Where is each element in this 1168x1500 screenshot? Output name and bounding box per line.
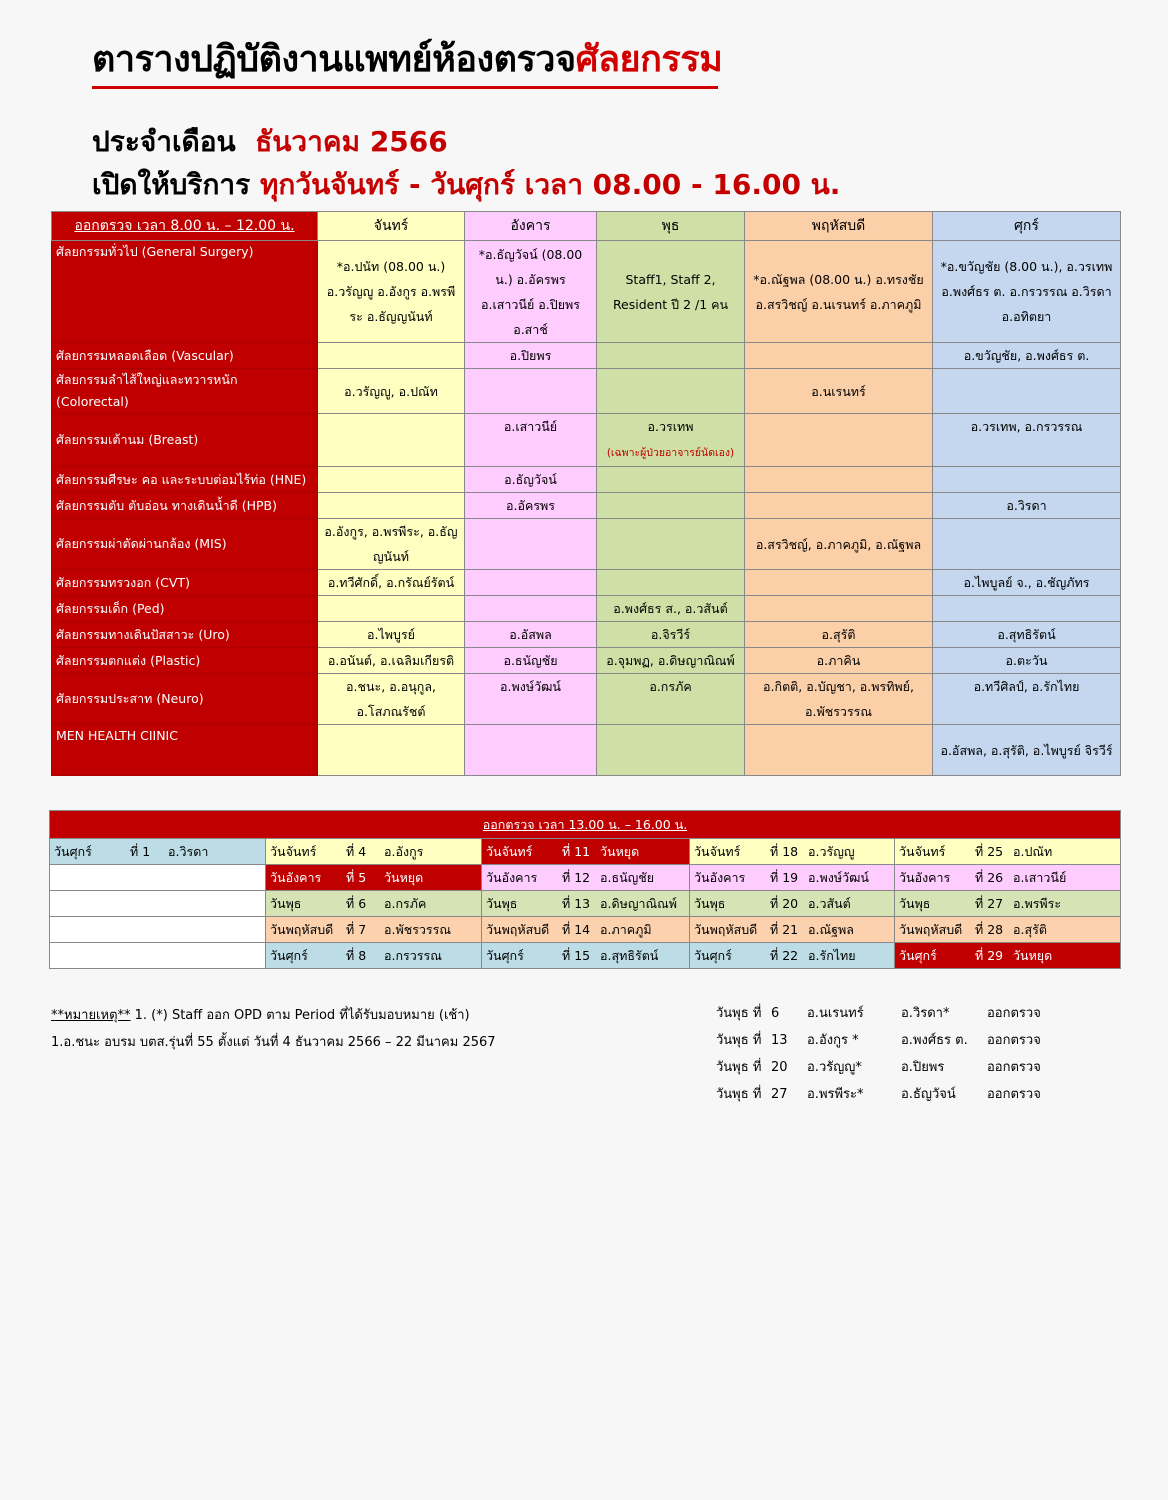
schedule-cell-mon xyxy=(318,467,465,493)
specialty-name: ศัลยกรรมลำไส้ใหญ่และทวารหนัก (Colorectal) xyxy=(52,369,318,414)
schedule-cell-wed: อ.จุมพฏ, อ.ดิษญาณิณพ์ xyxy=(597,648,745,674)
specialty-row xyxy=(52,343,1121,369)
afternoon-cell: วันพฤหัสบดี ที่ 28 อ.สุรัติ xyxy=(895,917,1121,943)
schedule-cell-wed xyxy=(597,570,745,596)
month-line: ประจำเดือน ธันวาคม 2566 xyxy=(92,125,448,158)
specialty-name: ศัลยกรรมผ่าตัดผ่านกล้อง (MIS) xyxy=(52,519,318,570)
schedule-cell-wed xyxy=(597,725,745,776)
schedule-cell-thu: *อ.ณัฐพล (08.00 น.) อ.ทรงชัย อ.สรวิชญ์ อ.นเรนทร์ อ.ภาคภูมิ xyxy=(745,241,933,343)
schedule-cell-wed: อ.กรภัค xyxy=(597,674,745,725)
schedule-cell-tue xyxy=(465,519,597,570)
schedule-cell-wed xyxy=(597,343,745,369)
afternoon-cell: วันศุกร์ ที่ 8 อ.กรวรรณ xyxy=(266,943,482,969)
schedule-cell-thu: อ.สรวิชญ์, อ.ภาคภูมิ, อ.ณัฐพล xyxy=(745,519,933,570)
wednesday-list xyxy=(716,1004,1057,1112)
specialty-row xyxy=(52,596,1121,622)
schedule-cell-tue: อ.อัครพร xyxy=(465,493,597,519)
schedule-cell-thu xyxy=(745,596,933,622)
schedule-cell-tue: อ.ธัญวัจน์ xyxy=(465,467,597,493)
specialty-row xyxy=(52,414,1121,467)
note-line-2: 1.อ.ชนะ อบรม บตส.รุ่นที่ 55 ตั้งแต่ วันที่ 4 ธันวาคม 2566 – 22 มีนาคม 2567 xyxy=(51,1035,496,1050)
afternoon-empty-cell xyxy=(50,865,266,891)
schedule-cell-tue xyxy=(465,369,597,414)
wednesday-row: วันพุธ ที่ 27 อ.พรพีระ* อ.ธัญวัจน์ ออกตรวจ xyxy=(716,1087,1041,1102)
schedule-cell-fri: อ.วิรดา xyxy=(933,493,1121,519)
schedule-cell-mon xyxy=(318,725,465,776)
schedule-cell-fri xyxy=(933,369,1121,414)
afternoon-cell: วันพุธ ที่ 13 อ.ดิษญาณิณพ์ xyxy=(482,891,690,917)
schedule-cell-tue xyxy=(465,596,597,622)
specialty-name: MEN HEALTH CIINIC xyxy=(52,725,318,776)
schedule-cell-thu: อ.นเรนทร์ xyxy=(745,369,933,414)
schedule-cell-mon xyxy=(318,414,465,467)
specialty-row xyxy=(52,467,1121,493)
specialty-name: ศัลยกรรมทรวงอก (CVT) xyxy=(52,570,318,596)
specialty-row xyxy=(52,493,1121,519)
afternoon-cell: วันอังคาร ที่ 26 อ.เสาวนีย์ xyxy=(895,865,1121,891)
note-label: **หมายเหตุ** xyxy=(51,1008,131,1023)
schedule-cell-wed: อ.จิรวีร์ xyxy=(597,622,745,648)
schedule-cell-thu: อ.กิตติ, อ.บัญชา, อ.พรทิพย์, อ.พัชรวรรณ xyxy=(745,674,933,725)
schedule-cell-fri xyxy=(933,596,1121,622)
schedule-cell-mon: อ.ไพบูรย์ xyxy=(318,622,465,648)
schedule-cell-fri: อ.ไพบูลย์ จ., อ.ชัญภัทร xyxy=(933,570,1121,596)
schedule-cell-thu xyxy=(745,570,933,596)
schedule-cell-wed xyxy=(597,467,745,493)
schedule-cell-tue xyxy=(465,725,597,776)
afternoon-empty-cell xyxy=(50,943,266,969)
day-header-mon: จันทร์ xyxy=(318,212,465,241)
wednesday-row: วันพุธ ที่ 13 อ.อังกูร * อ.พงศ์ธร ต. ออกตรวจ xyxy=(716,1033,1041,1048)
morning-header-row xyxy=(52,212,1121,241)
morning-schedule-table xyxy=(51,211,1121,776)
schedule-note: (เฉพาะผู้ป่วยอาจารย์นัดเอง) xyxy=(606,447,735,459)
schedule-cell-thu: อ.ภาคิน xyxy=(745,648,933,674)
afternoon-cell: วันศุกร์ ที่ 22 อ.รักไทย xyxy=(690,943,895,969)
afternoon-cell: วันจันทร์ ที่ 18 อ.วรัญญู xyxy=(690,839,895,865)
schedule-cell-tue: อ.เสาวนีย์ xyxy=(465,414,597,467)
day-header-fri: ศุกร์ xyxy=(933,212,1121,241)
schedule-cell-fri: อ.ขวัญชัย, อ.พงศ์ธร ต. xyxy=(933,343,1121,369)
schedule-cell-wed xyxy=(597,493,745,519)
specialty-name: ศัลยกรรมทั่วไป (General Surgery) xyxy=(52,241,318,343)
schedule-cell-tue: อ.พงษ์วัฒน์ xyxy=(465,674,597,725)
afternoon-cell: วันอังคาร ที่ 12 อ.ธนัญชัย xyxy=(482,865,690,891)
schedule-cell-mon: อ.วรัญญู, อ.ปณัท xyxy=(318,369,465,414)
schedule-cell-thu xyxy=(745,493,933,519)
specialty-row xyxy=(52,725,1121,776)
schedule-cell-thu xyxy=(745,414,933,467)
afternoon-empty-cell xyxy=(50,917,266,943)
specialty-row xyxy=(52,622,1121,648)
schedule-cell-thu xyxy=(745,467,933,493)
schedule-cell-wed: อ.พงศ์ธร ส., อ.วสันต์ xyxy=(597,596,745,622)
specialty-row xyxy=(52,519,1121,570)
specialty-name: ศัลยกรรมเด็ก (Ped) xyxy=(52,596,318,622)
schedule-cell-mon: อ.ทวีศักดิ์, อ.กรัณย์รัตน์ xyxy=(318,570,465,596)
specialty-name: ศัลยกรรมตกแต่ง (Plastic) xyxy=(52,648,318,674)
schedule-cell-tue: *อ.ธัญวัจน์ (08.00 น.) อ.อัครพร อ.เสาวนีย์ อ.ปิยพร อ.สาช์ xyxy=(465,241,597,343)
afternoon-cell: วันพฤหัสบดี ที่ 21 อ.ณัฐพล xyxy=(690,917,895,943)
schedule-cell-fri xyxy=(933,467,1121,493)
schedule-cell-fri: อ.ตะวัน xyxy=(933,648,1121,674)
schedule-cell-thu xyxy=(745,343,933,369)
wednesday-row: วันพุธ ที่ 6 อ.นเรนทร์ อ.วิรดา* ออกตรวจ xyxy=(716,1006,1041,1021)
schedule-cell-mon: อ.อนันต์, อ.เฉลิมเกียรติ xyxy=(318,648,465,674)
afternoon-cell: วันพฤหัสบดี ที่ 7 อ.พัชรวรรณ xyxy=(266,917,482,943)
schedule-cell-fri: *อ.ขวัญชัย (8.00 น.), อ.วรเทพ อ.พงศ์ธร ต. อ.กรวรรณ อ.วิรดา อ.อทิตยา xyxy=(933,241,1121,343)
afternoon-cell: วันจันทร์ ที่ 4 อ.อังกูร xyxy=(266,839,482,865)
schedule-cell-mon xyxy=(318,493,465,519)
schedule-cell-tue: อ.ธนัญชัย xyxy=(465,648,597,674)
schedule-cell-mon xyxy=(318,596,465,622)
afternoon-cell: วันศุกร์ ที่ 15 อ.สุทธิรัตน์ xyxy=(482,943,690,969)
schedule-cell-fri xyxy=(933,519,1121,570)
specialty-row xyxy=(52,241,1121,343)
note-line-1: **หมายเหตุ** 1. (*) Staff ออก OPD ตาม Period ที่ได้รับมอบหมาย (เช้า) xyxy=(51,1008,470,1023)
schedule-cell-wed xyxy=(597,369,745,414)
schedule-cell-fri: อ.วรเทพ, อ.กรวรรณ xyxy=(933,414,1121,467)
specialty-name: ศัลยกรรมหลอดเลือด (Vascular) xyxy=(52,343,318,369)
afternoon-empty-cell xyxy=(50,891,266,917)
afternoon-cell: วันพฤหัสบดี ที่ 14 อ.ภาคภูมิ xyxy=(482,917,690,943)
day-header-thu: พฤหัสบดี xyxy=(745,212,933,241)
schedule-cell-wed xyxy=(597,519,745,570)
schedule-cell-fri: อ.สุทธิรัตน์ xyxy=(933,622,1121,648)
schedule-cell-mon: *อ.ปนัท (08.00 น.) อ.วรัญญู อ.อังกูร อ.พรพีระ อ.ธัญญนันท์ xyxy=(318,241,465,343)
afternoon-cell: วันศุกร์ ที่ 1 อ.วิรดา xyxy=(50,839,266,865)
afternoon-cell: วันศุกร์ ที่ 29 วันหยุด xyxy=(895,943,1121,969)
schedule-cell-tue: อ.อัสพล xyxy=(465,622,597,648)
schedule-cell-mon: อ.ชนะ, อ.อนุกูล, อ.โสภณรัชต์ xyxy=(318,674,465,725)
day-header-tue: อังคาร xyxy=(465,212,597,241)
specialty-row xyxy=(52,369,1121,414)
service-line: เปิดให้บริการ ทุกวันจันทร์ - วันศุกร์ เวลา 08.00 - 16.00 น. xyxy=(92,168,841,201)
schedule-cell-thu: อ.สุรัติ xyxy=(745,622,933,648)
afternoon-cell: วันจันทร์ ที่ 25 อ.ปณัท xyxy=(895,839,1121,865)
schedule-cell-fri: อ.อัสพล, อ.สุรัติ, อ.ไพบูรย์ จิรวีร์ xyxy=(933,725,1121,776)
day-header-wed: พุธ xyxy=(597,212,745,241)
specialty-row xyxy=(52,674,1121,725)
schedule-cell-wed: Staff1, Staff 2, Resident ปี 2 /1 คน xyxy=(597,241,745,343)
afternoon-cell: วันพุธ ที่ 6 อ.กรภัค xyxy=(266,891,482,917)
schedule-cell-fri: อ.ทวีศิลป์, อ.รักไทย xyxy=(933,674,1121,725)
specialty-name: ศัลยกรรมทางเดินปัสสาวะ (Uro) xyxy=(52,622,318,648)
specialty-name: ศัลยกรรมตับ ตับอ่อน ทางเดินน้ำดี (HPB) xyxy=(52,493,318,519)
page-title: ตารางปฏิบัติงานแพทย์ห้องตรวจศัลยกรรม xyxy=(92,39,723,80)
afternoon-cell: วันอังคาร ที่ 5 วันหยุด xyxy=(266,865,482,891)
schedule-cell-mon: อ.อังกูร, อ.พรพีระ, อ.ธัญญนันท์ xyxy=(318,519,465,570)
specialty-row xyxy=(52,648,1121,674)
wednesday-row: วันพุธ ที่ 20 อ.วรัญญู* อ.ปิยพร ออกตรวจ xyxy=(716,1060,1041,1075)
title-underline xyxy=(92,86,718,89)
afternoon-cell: วันจันทร์ ที่ 11 วันหยุด xyxy=(482,839,690,865)
specialty-row xyxy=(52,570,1121,596)
specialty-name: ศัลยกรรมประสาท (Neuro) xyxy=(52,674,318,725)
schedule-cell-mon xyxy=(318,343,465,369)
morning-time-header: ออกตรวจ เวลา 8.00 น. – 12.00 น. xyxy=(52,212,318,241)
schedule-cell-wed: อ.วรเทพ (เฉพาะผู้ป่วยอาจารย์นัดเอง) xyxy=(597,414,745,467)
schedule-cell-thu xyxy=(745,725,933,776)
schedule-cell-tue: อ.ปิยพร xyxy=(465,343,597,369)
specialty-name: ศัลยกรรมศีรษะ คอ และระบบต่อมไร้ท่อ (HNE) xyxy=(52,467,318,493)
specialty-name: ศัลยกรรมเต้านม (Breast) xyxy=(52,414,318,467)
afternoon-cell: วันพุธ ที่ 20 อ.วสันต์ xyxy=(690,891,895,917)
afternoon-cell: วันอังคาร ที่ 19 อ.พงษ์วัฒน์ xyxy=(690,865,895,891)
afternoon-schedule-table xyxy=(49,810,1121,969)
afternoon-cell: วันพุธ ที่ 27 อ.พรพีระ xyxy=(895,891,1121,917)
schedule-cell-tue xyxy=(465,570,597,596)
afternoon-time-header: ออกตรวจ เวลา 13.00 น. – 16.00 น. xyxy=(50,811,1121,839)
